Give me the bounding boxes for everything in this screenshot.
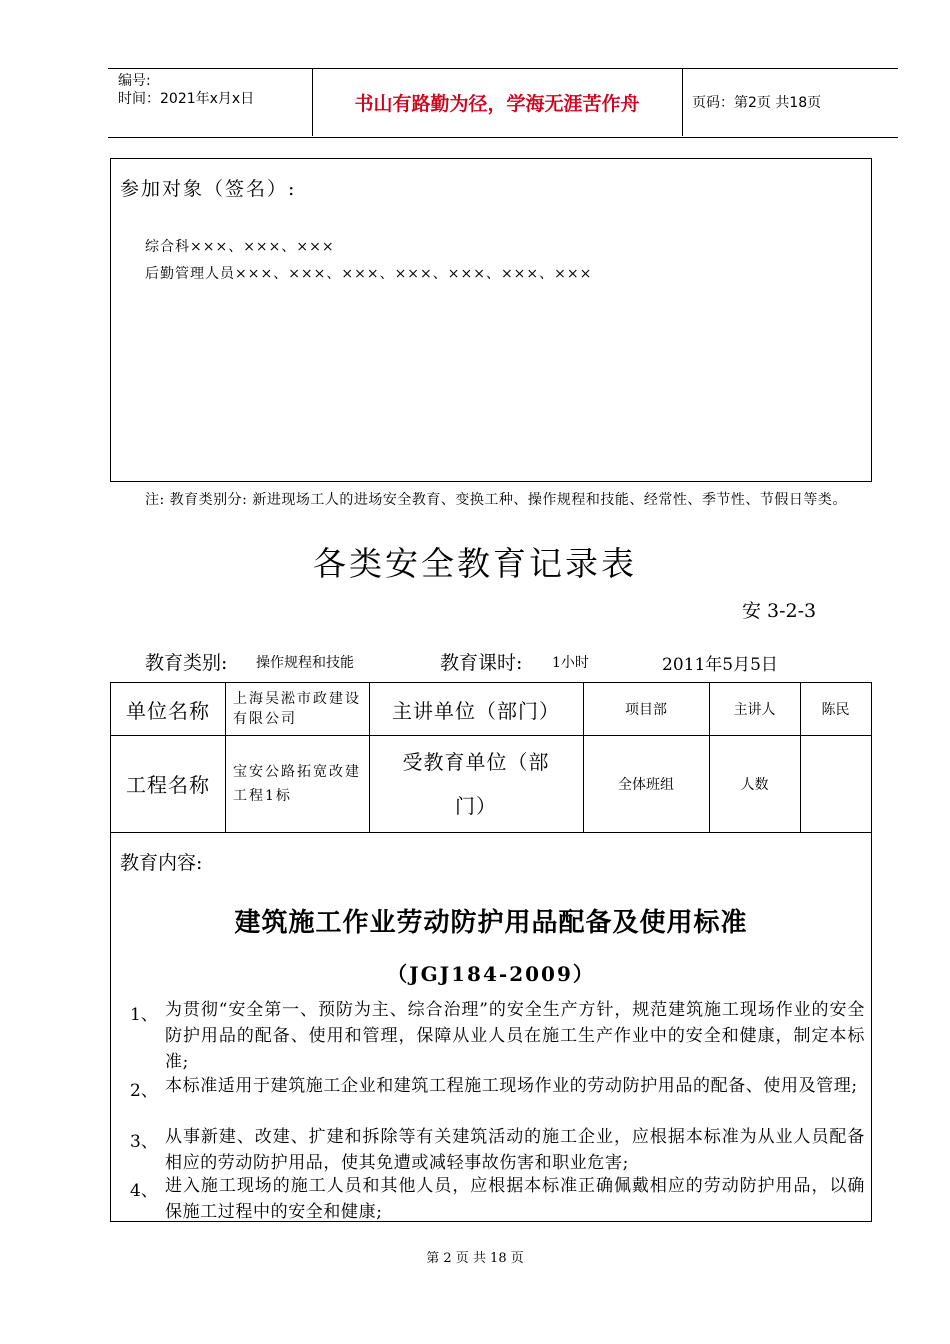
speaker-unit-label: 主讲单位（部门） xyxy=(392,698,560,723)
participants-line: 后勤管理人员×××、×××、×××、×××、×××、×××、××× xyxy=(145,266,593,282)
category-label: 教育类别: xyxy=(145,652,228,674)
table-rule xyxy=(111,832,871,833)
attendee-count-value xyxy=(800,735,871,832)
content-standard: （JGJ184-2009） xyxy=(387,962,595,986)
content-title: 建筑施工作业劳动防护用品配备及使用标准 xyxy=(234,908,748,938)
record-date: 2011年5月5日 xyxy=(662,655,778,675)
speaker-label: 主讲人 xyxy=(733,702,776,718)
unit-name-value: 上海吴淞市政建设有限公司 xyxy=(233,691,361,727)
project-name-label: 工程名称 xyxy=(126,773,210,797)
content-label: 教育内容: xyxy=(120,852,203,874)
hours-label: 教育课时: xyxy=(440,652,523,674)
table-rule xyxy=(225,683,226,832)
list-item-number: 3、 xyxy=(130,1132,158,1152)
form-code: 安 3-2-3 xyxy=(742,600,817,622)
list-item: 本标准适用于建筑施工企业和建筑工程施工现场作业的劳动防护用品的配备、使用及管理; xyxy=(165,1076,858,1096)
doc-number-label: 编号: xyxy=(118,73,151,89)
attendee-count-label: 人数 xyxy=(740,776,769,793)
header-page-label: 页码：第2页 共18页 xyxy=(692,95,822,111)
hours-value: 1小时 xyxy=(552,655,589,671)
list-item-number: 2、 xyxy=(130,1081,158,1101)
participants-line: 综合科×××、×××、××× xyxy=(145,239,335,255)
unit-name-label: 单位名称 xyxy=(126,698,210,723)
participants-title: 参加对象（签名）: xyxy=(120,178,297,200)
trainee-unit-value: 全体班组 xyxy=(618,776,674,793)
list-item: 进入施工现场的施工人员和其他人员，应根据本标准正确佩戴相应的劳动防护用品，以确保施工过程中的安全和健康; xyxy=(165,1176,865,1222)
list-item-number: 4、 xyxy=(130,1181,158,1201)
list-item: 从事新建、改建、扩建和拆除等有关建筑活动的施工企业，应根据本标准为从业人员配备相应的劳动防护用品，使其免遭或减轻事故伤害和职业危害; xyxy=(165,1127,865,1173)
page-footer: 第 2 页 共 18 页 xyxy=(426,1251,524,1266)
speaker-unit-value: 项目部 xyxy=(625,702,667,718)
speaker-value: 陈民 xyxy=(821,702,850,718)
header-left xyxy=(118,72,254,108)
header-motto: 书山有路勤为径，学海无涯苦作舟 xyxy=(354,92,640,115)
list-item-number: 1、 xyxy=(130,1005,158,1025)
page-title: 各类安全教育记录表 xyxy=(313,544,637,583)
trainee-unit-label: 受教育单位（部门） xyxy=(402,749,550,818)
participants-box xyxy=(110,158,872,482)
category-value: 操作规程和技能 xyxy=(256,655,354,671)
list-item: 为贯彻“安全第一、预防为主、综合治理”的安全生产方针，规范建筑施工现场作业的安全防护用品的配备、使用和管理，保障从业人员在施工生产作业中的安全和健康，制定本标准; xyxy=(165,1000,865,1072)
doc-time-label: 时间：2021年x月x日 xyxy=(118,91,255,107)
project-name-value: 宝安公路拓宽改建工程1标 xyxy=(233,763,361,804)
header-divider xyxy=(682,68,683,136)
category-note: 注: 教育类别分: 新进现场工人的进场安全教育、变换工种、操作规程和技能、经常性、季节性、节假日等类。 xyxy=(145,492,847,508)
